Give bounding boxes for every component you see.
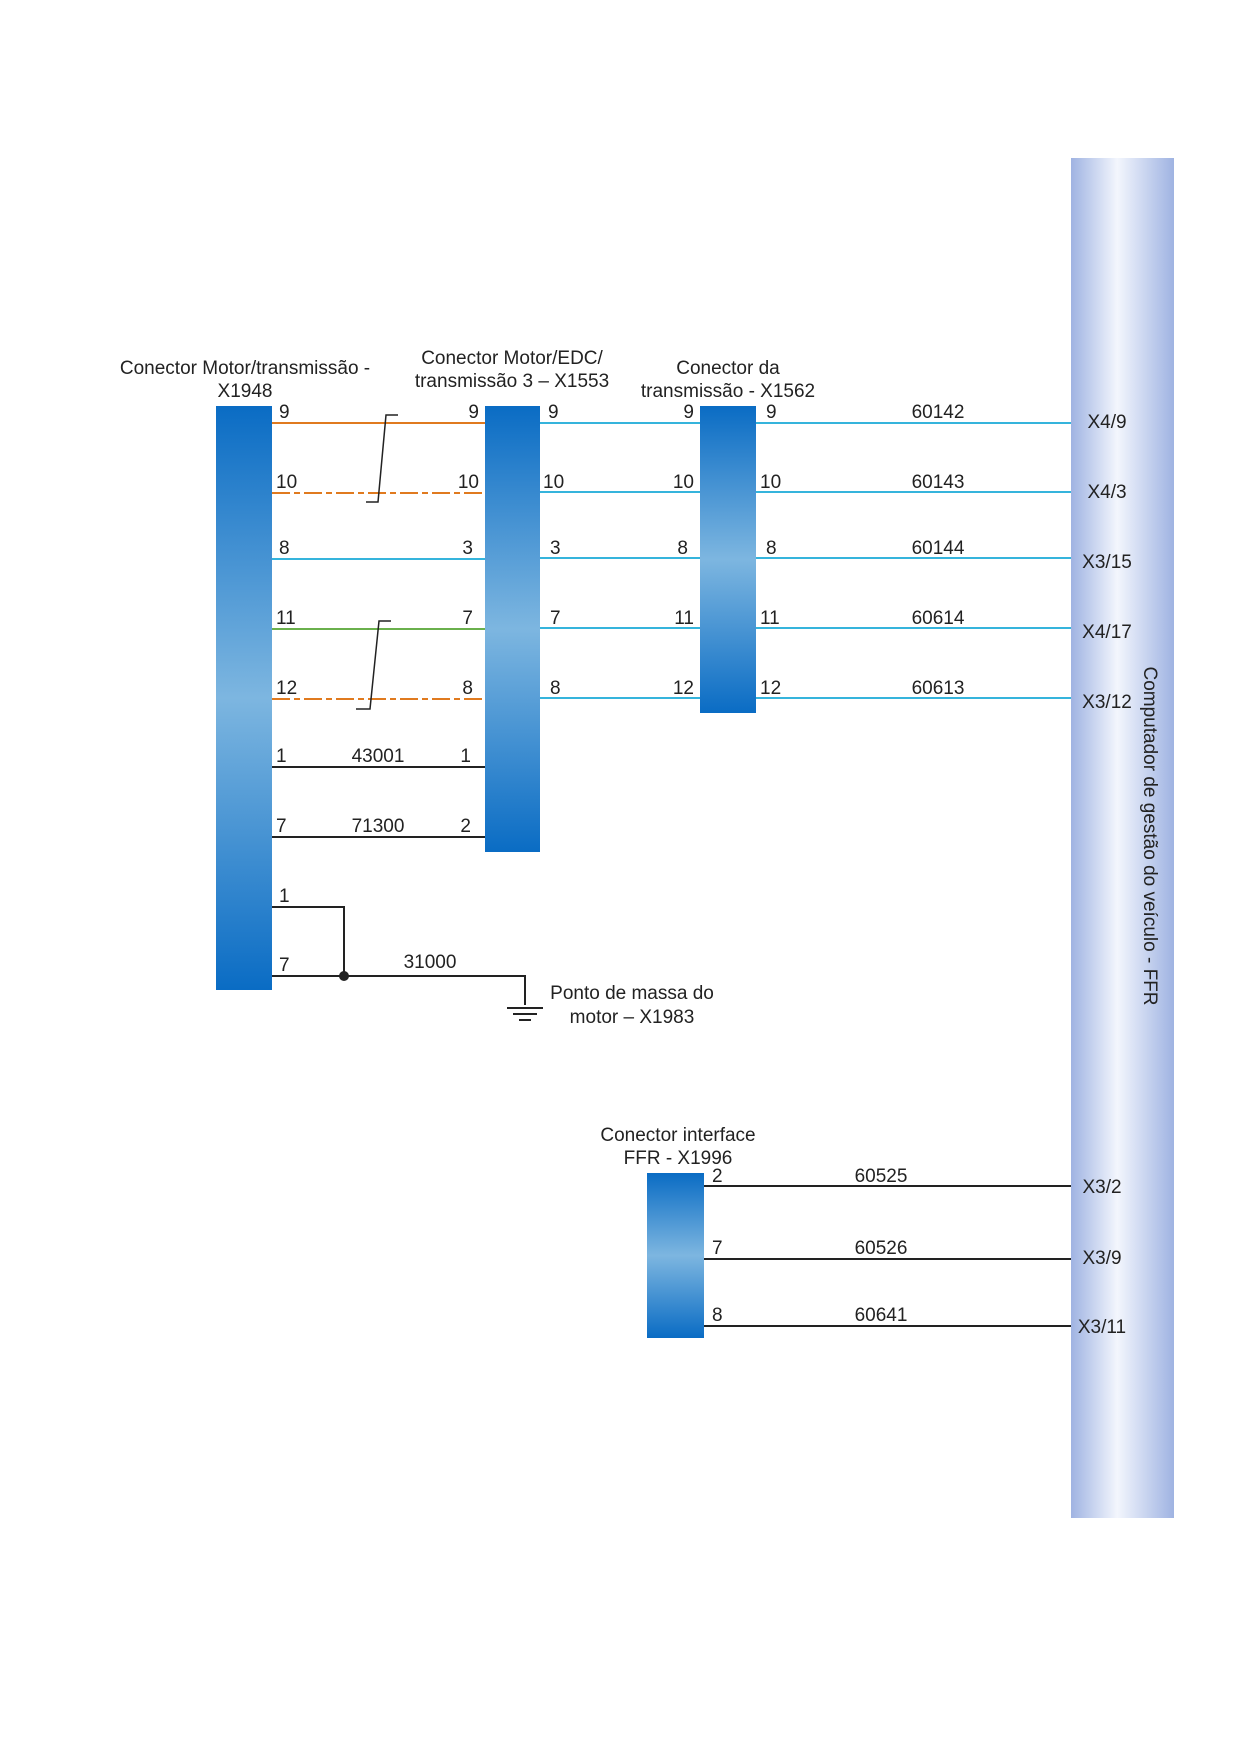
x1553-left-pins	[458, 402, 479, 837]
twisted-pair-marker-1	[366, 415, 398, 502]
x1553-title-line1: Conector Motor/EDC/	[421, 348, 603, 369]
wires-x1562-ffr	[756, 423, 1071, 698]
wires-x1553-x1562	[540, 423, 700, 698]
wire-label-60144: 60144	[911, 538, 965, 559]
pin-label: 7	[712, 1238, 723, 1259]
pin-label: 10	[457, 472, 479, 493]
wire-label-60525: 60525	[854, 1166, 908, 1187]
pin-label: 9	[766, 402, 777, 423]
pin-label: 9	[548, 402, 559, 423]
pin-label: 10	[543, 472, 565, 493]
ffr-terminal-label: X3/12	[1082, 692, 1132, 713]
pin-label: 8	[462, 678, 473, 699]
x1996-title-line1: Conector interface	[600, 1125, 756, 1146]
x1562-title-line2: transmissão - X1562	[640, 381, 816, 402]
pin-label: 8	[766, 538, 777, 559]
connector-x1996	[647, 1173, 704, 1338]
wire-label-60526: 60526	[854, 1238, 908, 1259]
pin-label: 2	[460, 816, 471, 837]
connector-x1948	[216, 406, 272, 990]
pin-label: 1	[279, 886, 290, 907]
pin-label: 12	[760, 678, 782, 699]
x1553-right-pins	[543, 402, 564, 699]
pin-label: 10	[672, 472, 694, 493]
pin-label: 1	[276, 746, 287, 767]
x1562-left-pins	[673, 402, 694, 699]
ffr-terminal-label: X3/9	[1082, 1248, 1122, 1269]
pin-label: 10	[760, 472, 782, 493]
pin-label: 7	[279, 955, 290, 976]
wire-label-60614: 60614	[911, 608, 965, 629]
wire-label-60613: 60613	[911, 678, 965, 699]
ground-junction-dot	[339, 971, 349, 981]
pin-label: 11	[760, 608, 780, 629]
connector-x1553	[485, 406, 540, 852]
pin-label: 9	[683, 402, 694, 423]
pin-label: 8	[279, 538, 290, 559]
ground-label-line2: motor – X1983	[569, 1007, 695, 1028]
twisted-pair-marker-2	[356, 621, 391, 709]
ground-label-line1: Ponto de massa do	[550, 983, 714, 1004]
x1948-title-line2: X1948	[217, 381, 273, 402]
wire-label-43001: 43001	[351, 746, 405, 767]
pin-label: 12	[276, 678, 298, 699]
x1948-title-line1: Conector Motor/transmissão -	[119, 358, 371, 379]
wire-label-60142: 60142	[911, 402, 965, 423]
wire-label-60641: 60641	[854, 1305, 908, 1326]
x1562-title-line1: Conector da	[676, 358, 780, 379]
pin-label: 7	[462, 608, 473, 629]
x1948-pins	[276, 402, 297, 976]
pin-label: 7	[550, 608, 561, 629]
pin-label: 7	[276, 816, 287, 837]
pin-label: 11	[674, 608, 694, 629]
ffr-terminal-label: X3/2	[1082, 1177, 1122, 1198]
wire-31000	[272, 976, 525, 1005]
wire-label-31000: 31000	[403, 952, 457, 973]
ffr-terminal-label: X4/3	[1087, 482, 1127, 503]
pin-label: 11	[276, 608, 296, 629]
ffr-terminal-label: X3/15	[1082, 552, 1132, 573]
connector-x1562	[700, 406, 756, 713]
ffr-terminal-label: X3/11	[1077, 1317, 1127, 1338]
pin-label: 1	[460, 746, 471, 767]
x1996-title-line2: FFR - X1996	[623, 1148, 733, 1169]
pin-label: 8	[677, 538, 688, 559]
pin-label: 3	[462, 538, 473, 559]
ffr-terminal-label: X4/9	[1087, 412, 1127, 433]
wire-label-71300: 71300	[351, 816, 405, 837]
x1562-right-pins	[760, 402, 781, 699]
x1553-title-line2: transmissão 3 – X1553	[414, 371, 610, 392]
pin-label: 2	[712, 1166, 723, 1187]
wire-label-60143: 60143	[911, 472, 965, 493]
pin-label: 10	[276, 472, 298, 493]
pin-label: 12	[672, 678, 694, 699]
pin-label: 3	[550, 538, 561, 559]
pin-label: 8	[712, 1305, 723, 1326]
pin-label: 9	[279, 402, 290, 423]
wires-x1948-x1553	[272, 415, 485, 837]
ffr-computer-label: Computador de gestão do veículo - FFR	[1139, 666, 1160, 1006]
pin-label: 9	[468, 402, 479, 423]
x1996-pins	[712, 1166, 723, 1326]
ffr-terminal-label: X4/17	[1082, 622, 1132, 643]
pin-label: 8	[550, 678, 561, 699]
